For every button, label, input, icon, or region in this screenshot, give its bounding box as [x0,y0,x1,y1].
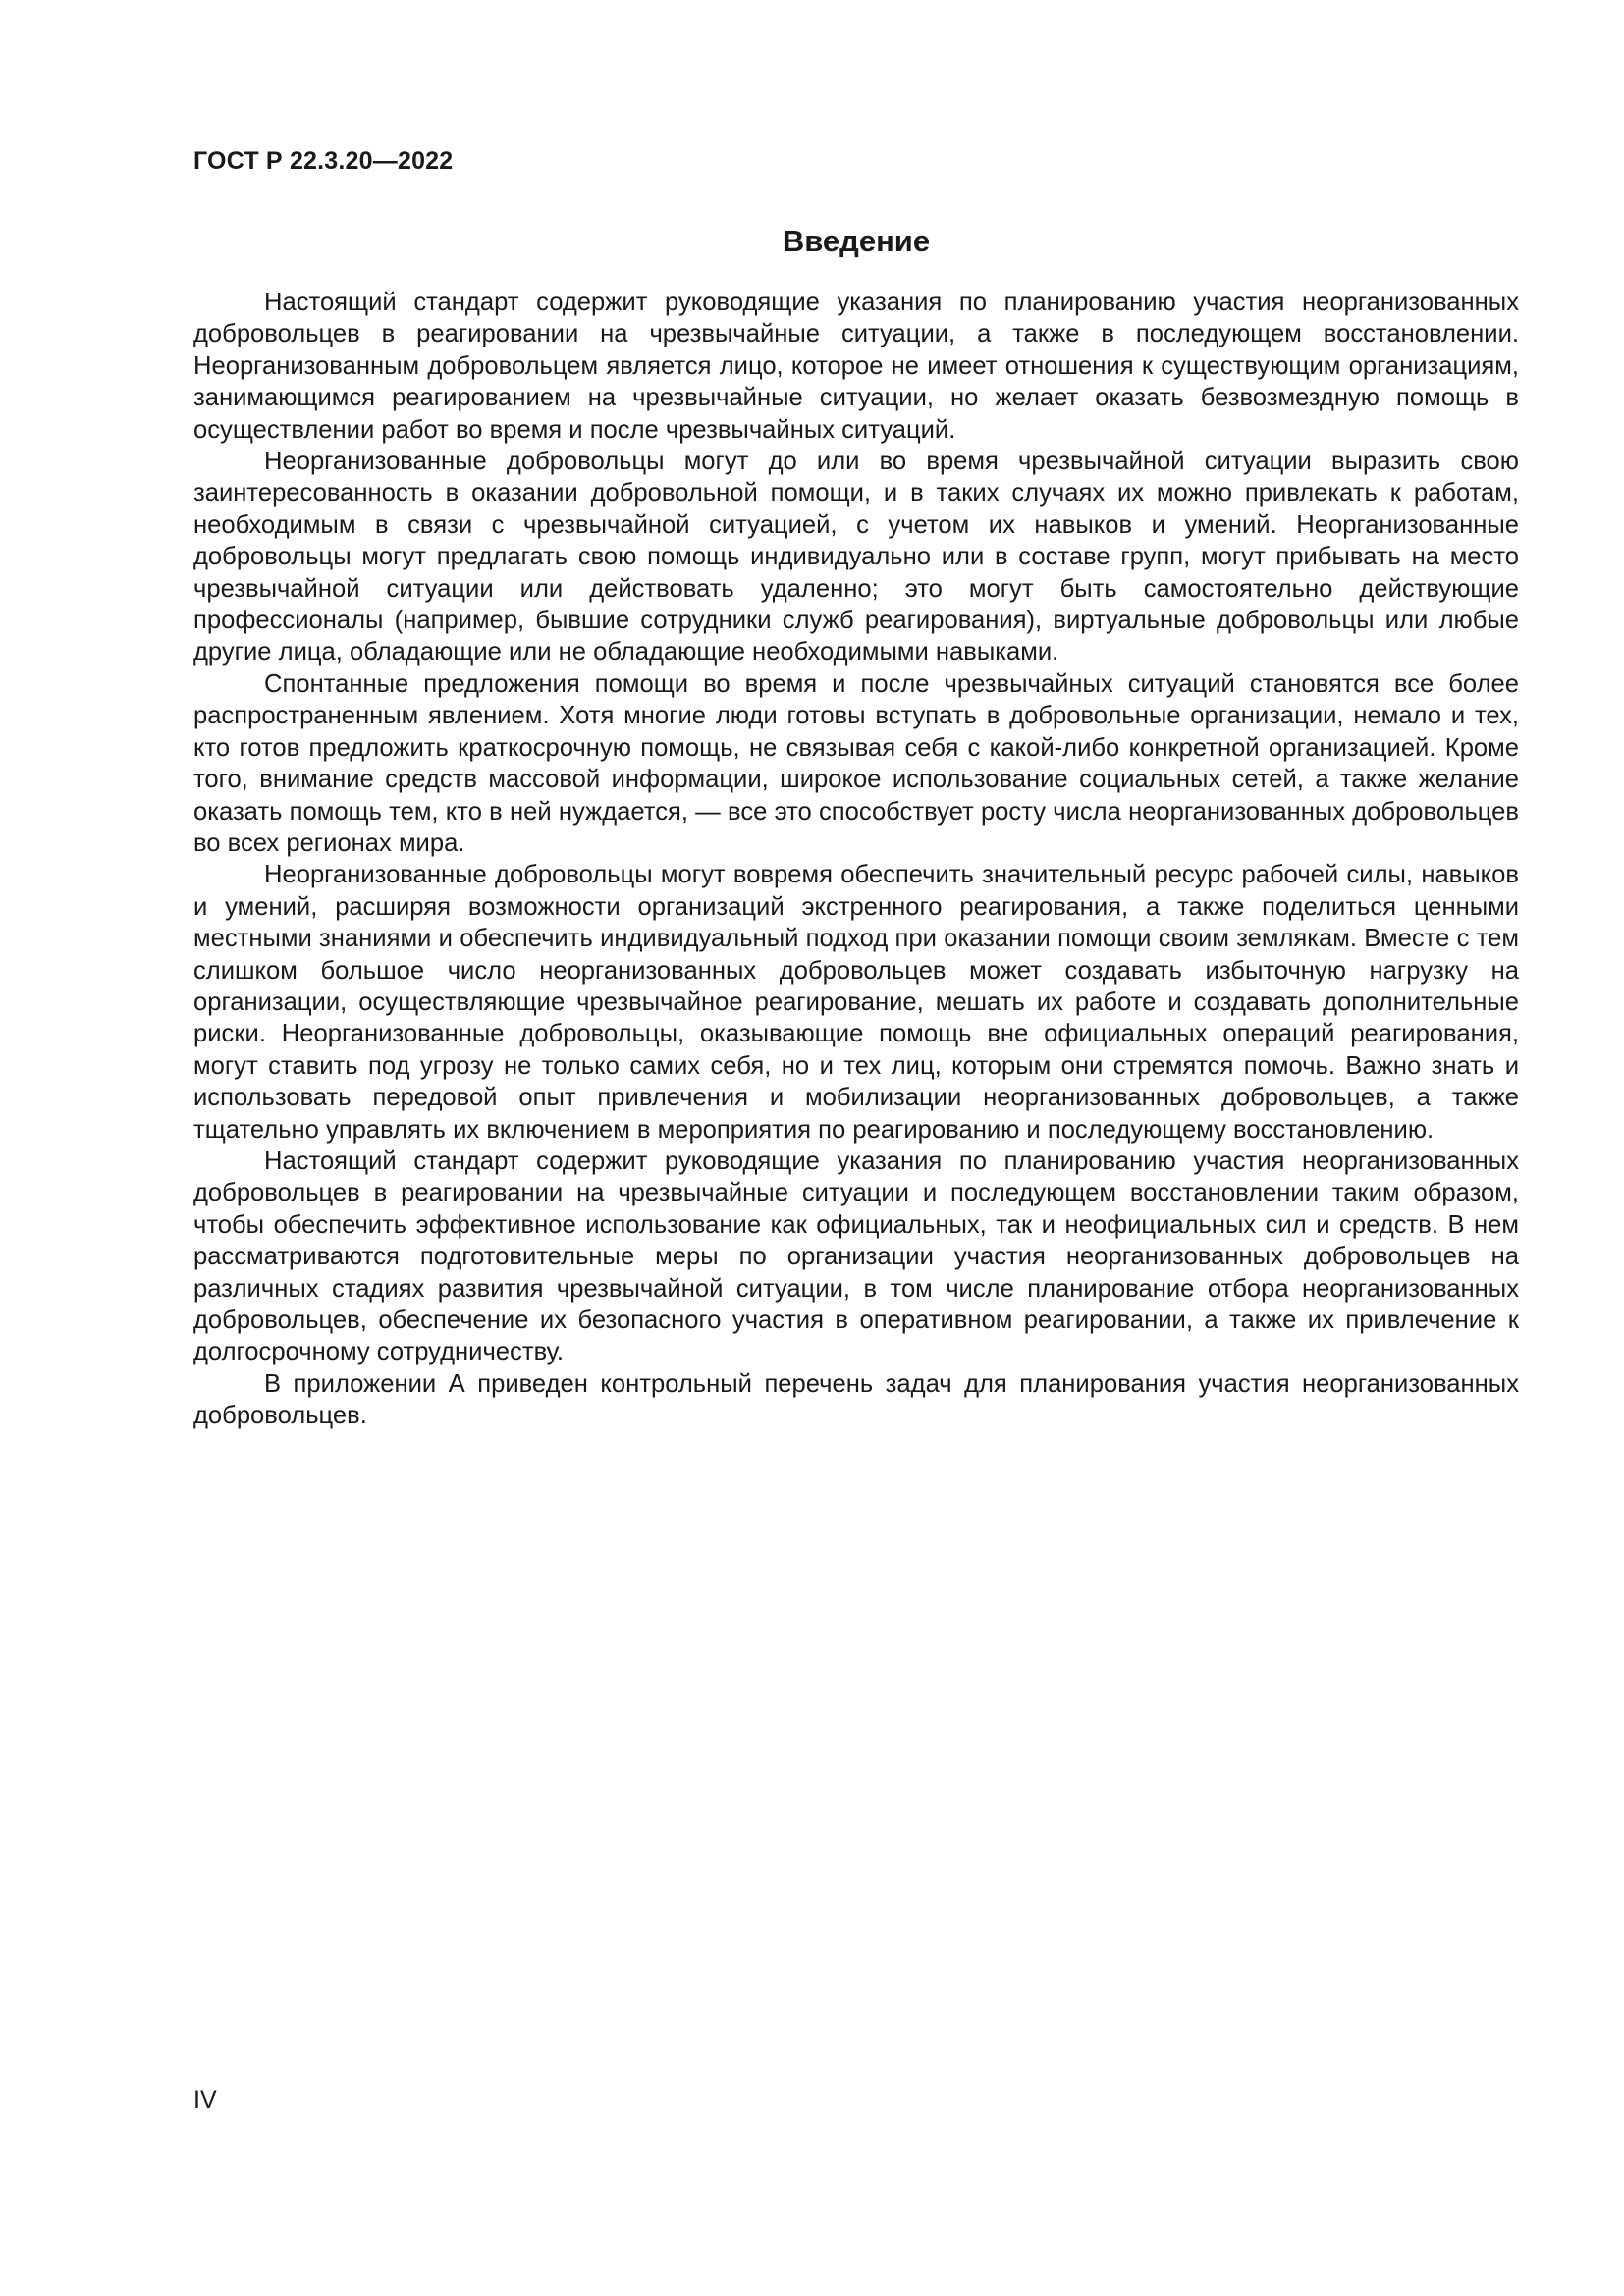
paragraph-5: Настоящий стандарт содержит руководящие указания по планированию участия неорганизованных добровольцев в реагировании на чрезвычайные ситуации и последующем восстановлении таким образом, чтобы обеспечить эффективное использование как официальных, так и неофициальных сил и средств. В нем рассматриваются подготовительные меры по организации участия неорганизованных добровольцев на различных стадиях развития чрезвычайной ситуации, в том числе планирование отбора неорганизованных добровольцев, обеспечение их безопасного участия в оперативном реагировании, а также их привлечение к долгосрочному сотрудничеству. [193,1147,1519,1366]
paragraph-3: Спонтанные предложения помощи во время и после чрезвычайных ситуаций становятся все более распространенным явлением. Хотя многие люди готовы вступать в добровольные организации, немало и тех, кто готов предложить краткосрочную помощь, не связывая себя с какой-либо конкретной организацией. Кроме того, внимание средств массовой информации, широкое использование социальных сетей, а также желание оказать помощь тем, кто в ней нуждается, — все это способствует росту числа неорганизованных добровольцев во всех регионах мира. [193,669,1519,857]
document-code: ГОСТ Р 22.3.20—2022 [193,147,454,175]
page-number: IV [193,2086,217,2113]
introduction-body [193,287,1519,1432]
section-title: Введение [782,224,931,258]
paragraph-2: Неорганизованные добровольцы могут до или во время чрезвычайной ситуации выразить свою заинтересованность в оказании добровольной помощи, и в таких случаях их можно привлекать к работам, необходимым в связи с чрезвычайной ситуацией, с учетом их навыков и умений. Неорганизованные добровольцы могут предлагать свою помощь индивидуально или в составе групп, могут прибывать на место чрезвычайной ситуации или действовать удаленно; это могут быть самостоятельно действующие профессионалы (например, бывшие сотрудники служб реагирования), виртуальные добровольцы или любые другие лица, обладающие или не обладающие необходимыми навыками. [193,448,1519,667]
paragraph-1: Настоящий стандарт содержит руководящие указания по планированию участия неорганизованных добровольцев в реагировании на чрезвычайные ситуации, а также в последующем восстановлении. Неорганизованным добровольцем является лицо, которое не имеет отношения к существующим организациям, занимающимся реагированием на чрезвычайные ситуации, но желает оказать безвозмездную помощь в осуществлении работ во время и после чрезвычайных ситуаций. [193,289,1519,444]
paragraph-6: В приложении А приведен контрольный перечень задач для планирования участия неорганизованных добровольцев. [193,1369,1519,1430]
paragraph-4: Неорганизованные добровольцы могут вовремя обеспечить значительный ресурс рабочей силы, навыков и умений, расширяя возможности организаций экстренного реагирования, а также поделиться ценными местными знаниями и обеспечить индивидуальный подход при оказании помощи своим землякам. Вместе с тем слишком большое число неорганизованных добровольцев может создавать избыточную нагрузку на организации, осуществляющие чрезвычайное реагирование, мешать их работе и создавать дополнительные риски. Неорганизованные добровольцы, оказывающие помощь вне официальных операций реагирования, могут ставить под угрозу не только самих себя, но и тех лиц, которым они стремятся помочь. Важно знать и использовать передовой опыт привлечения и мобилизации неорганизованных добровольцев, а также тщательно управлять их включением в мероприятия по реагированию и последующему восстановлению. [193,861,1519,1144]
